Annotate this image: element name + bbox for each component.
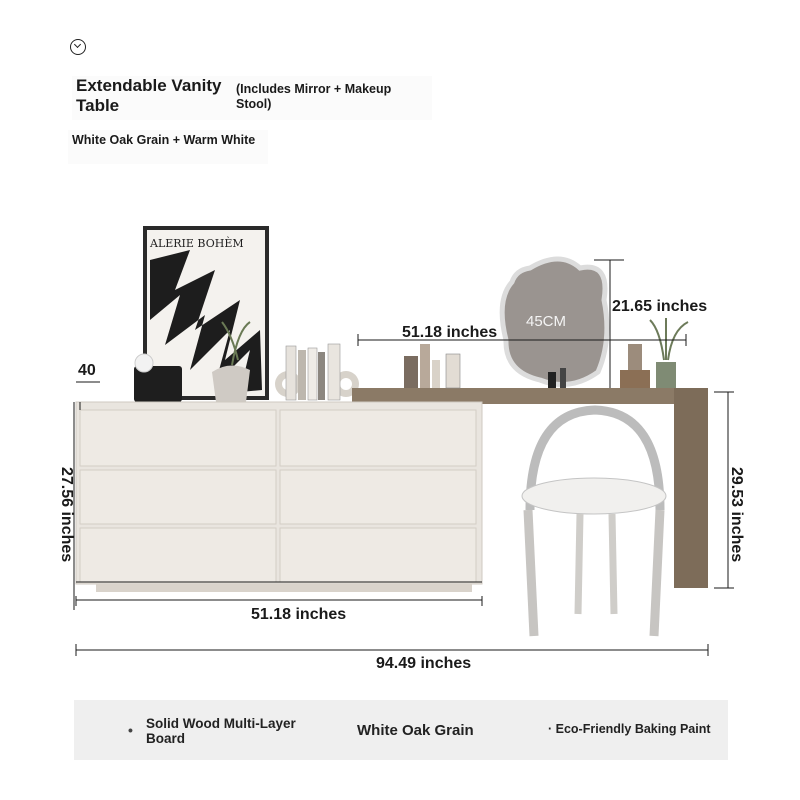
dim-cabinet-depth: 40 — [78, 362, 96, 379]
mirror-label: 45CM — [526, 313, 567, 330]
stool-leg — [528, 510, 534, 636]
desk-plant-pot — [656, 362, 676, 388]
decor-lamp — [135, 354, 153, 372]
desk-leg — [674, 388, 708, 588]
poster-text: ALERIE BOHÈM — [150, 237, 244, 250]
product-title: Extendable Vanity Table — [76, 76, 222, 115]
dim-mirror-height: 21.65 inches — [612, 298, 708, 315]
drawer — [80, 470, 276, 524]
feature-paint: · Eco-Friendly Baking Paint — [548, 722, 711, 736]
cosmetic-box — [620, 370, 650, 388]
drawer — [80, 528, 276, 582]
cosmetic-bottle — [404, 356, 418, 388]
book — [286, 346, 296, 400]
drawer — [280, 410, 476, 466]
desk-plant — [650, 318, 688, 360]
dim-cabinet-width: 51.18 inches — [251, 606, 347, 623]
dim-cabinet-height: 27.56 inches — [58, 467, 75, 563]
feature-finish: White Oak Grain — [357, 722, 474, 739]
feature-material: Solid Wood Multi-Layer Board — [146, 716, 296, 746]
product-subtitle: (Includes Mirror + Makeup Stool) — [236, 82, 392, 111]
drawer — [280, 528, 476, 582]
dim-table-height: 29.53 inches — [728, 467, 745, 563]
drawer — [80, 410, 276, 466]
drawer — [280, 470, 476, 524]
bullet-icon: • — [128, 722, 133, 738]
stool-seat — [522, 478, 666, 514]
dim-desk-width: 51.18 inches — [402, 324, 498, 341]
cabinet-plinth — [96, 584, 472, 592]
decor-vase — [212, 365, 250, 402]
dim-total-width: 94.49 inches — [376, 655, 472, 672]
color-label: White Oak Grain + Warm White — [72, 133, 256, 147]
